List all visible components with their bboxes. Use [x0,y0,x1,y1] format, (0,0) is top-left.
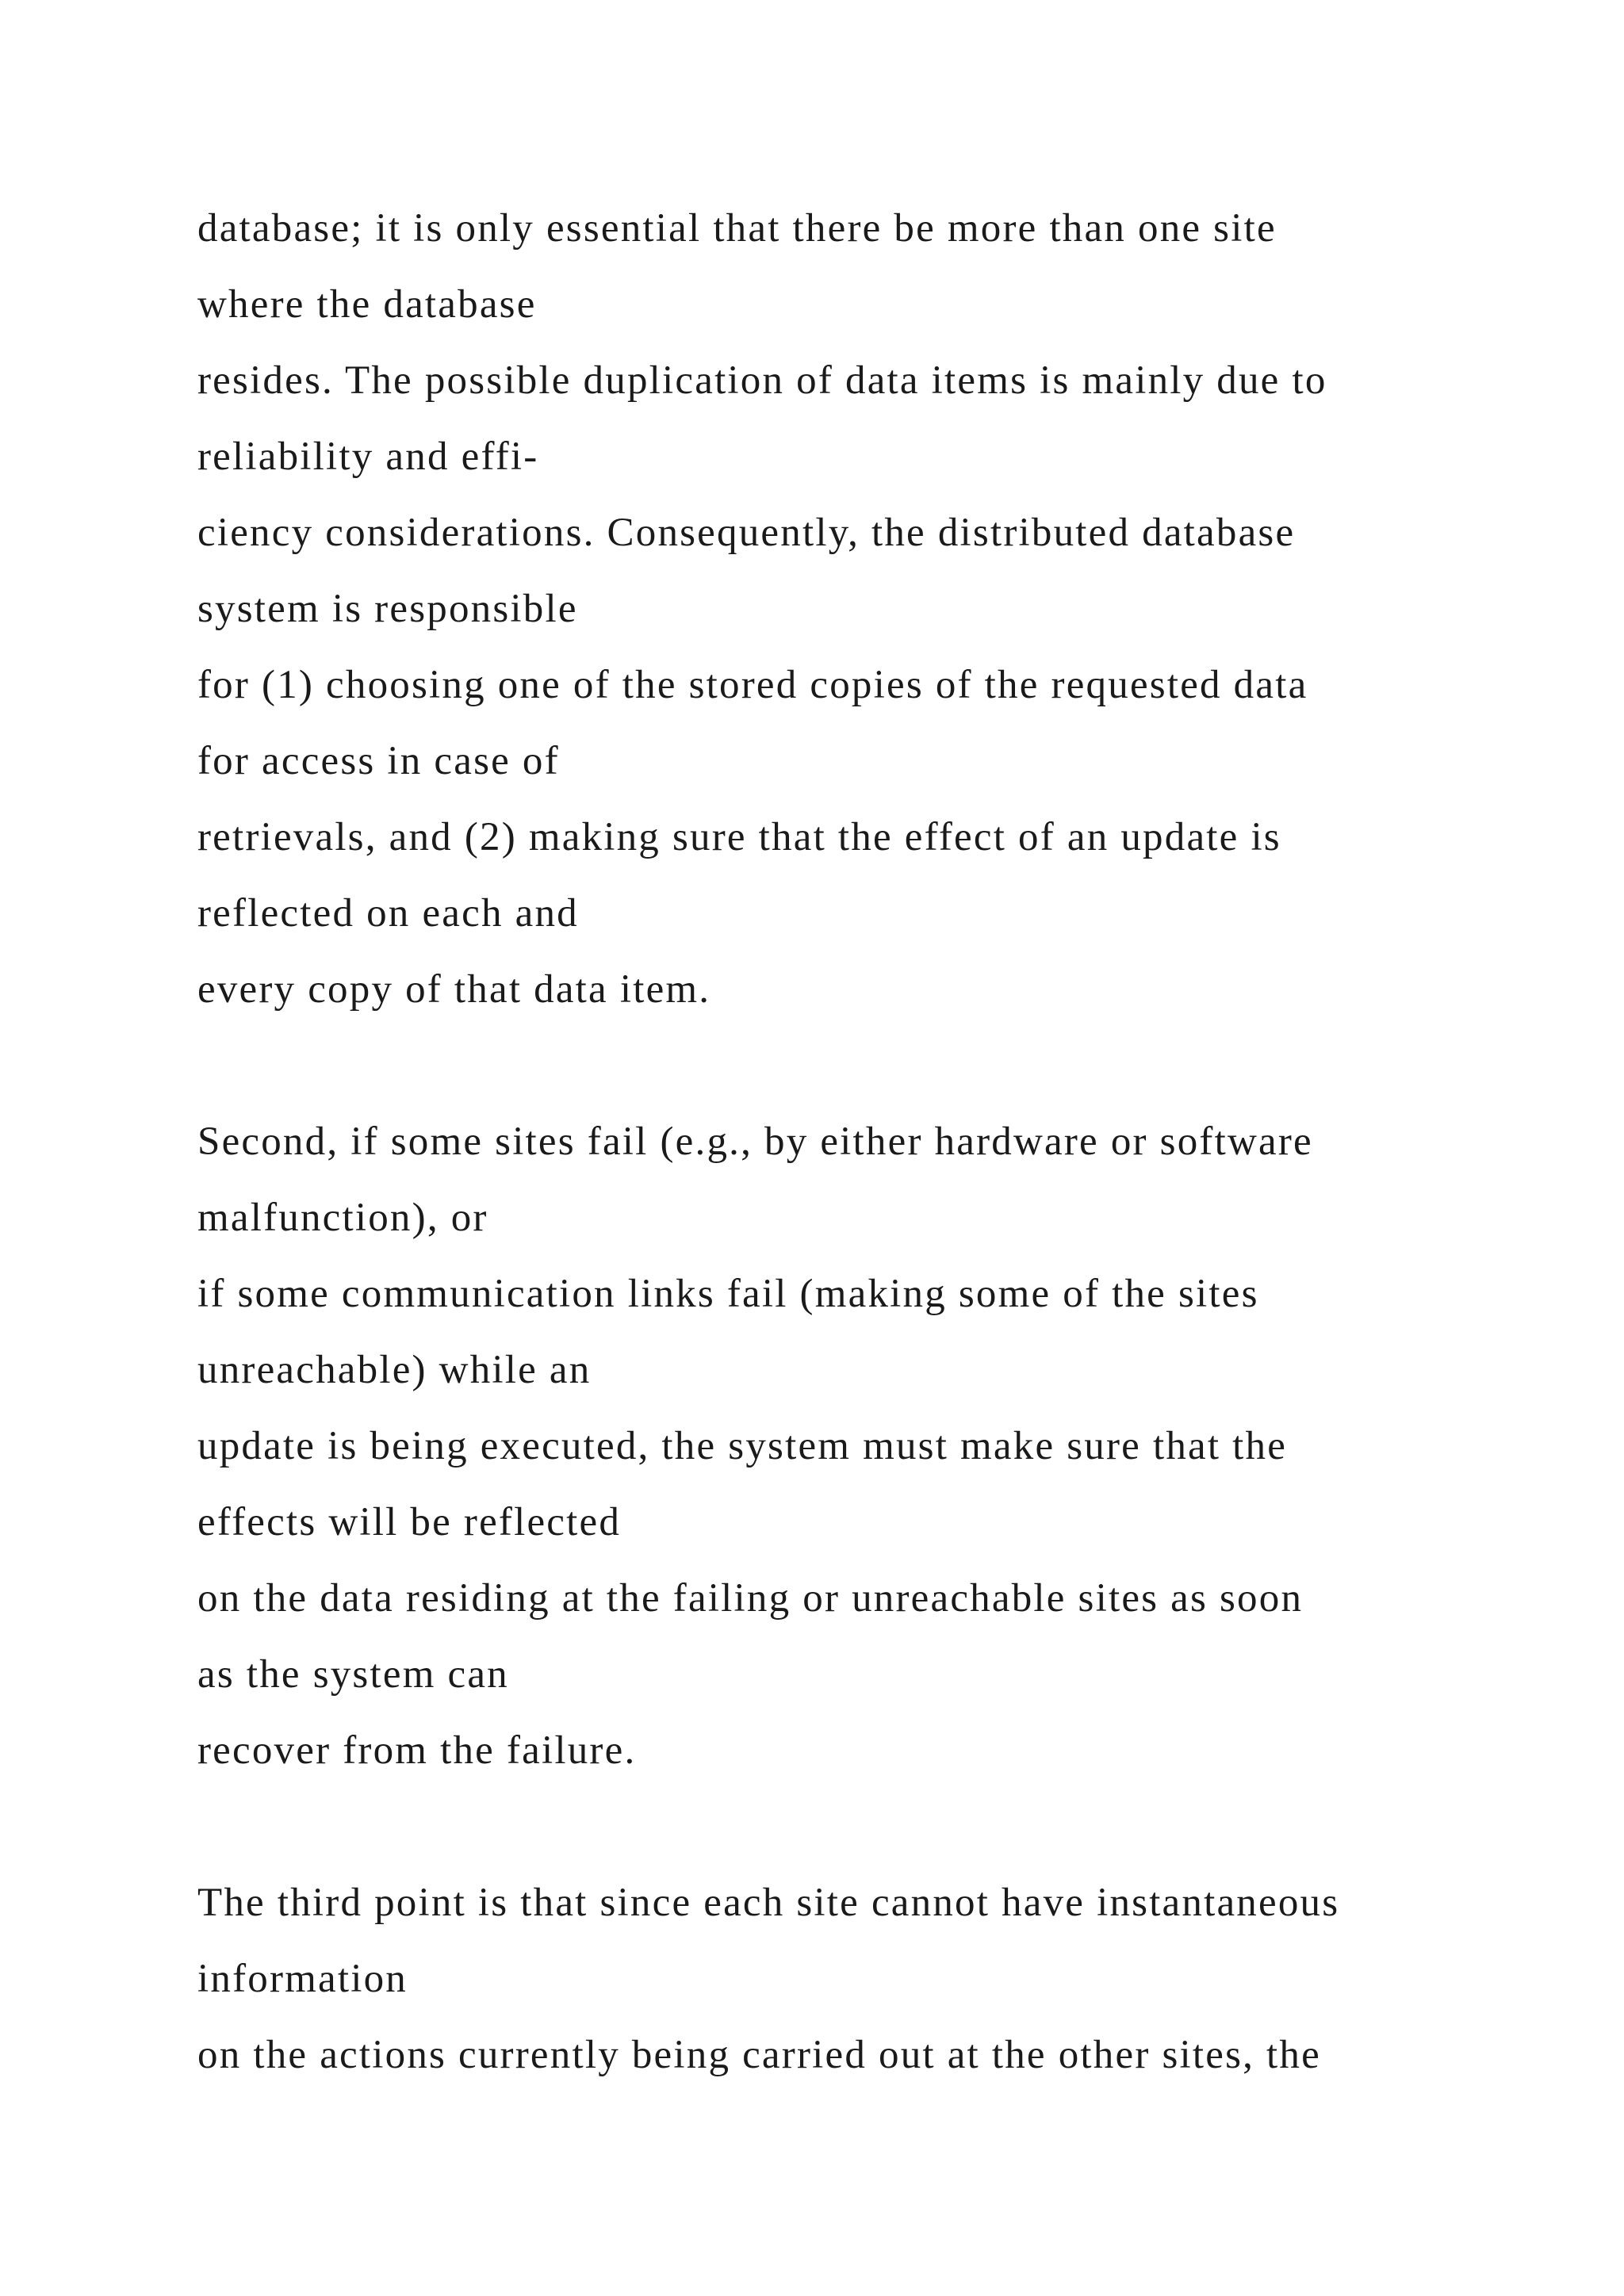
text-line: on the data residing at the failing or unreachable sites as soon [197,1576,1304,1621]
text-line: reliability and effi- [197,434,539,479]
body-text [197,190,1545,2093]
text-line: if some communication links fail (making some of the sites [197,1272,1259,1316]
text-line: database; it is only essential that there be more than one site [197,206,1277,251]
text-line: on the actions currently being carried out at the other sites, the [197,2033,1321,2077]
text-line: effects will be reflected [197,1500,622,1544]
text-line: every copy of that data item. [197,967,711,1012]
text-line: Second, if some sites fail (e.g., by either hardware or software [197,1119,1313,1164]
text-line: ciency considerations. Consequently, the distributed database [197,511,1296,555]
text-line: The third point is that since each site cannot have instantaneous [197,1881,1340,1925]
text-line: information [197,1957,408,2001]
text-line: retrievals, and (2) making sure that the effect of an update is [197,815,1281,859]
paragraph-2 [197,1104,1545,1789]
text-line: unreachable) while an [197,1348,592,1392]
text-line: update is being executed, the system must make sure that the [197,1424,1288,1468]
paragraph-gap [197,1027,1545,1104]
paragraph-3 [197,1865,1545,2093]
text-line: resides. The possible duplication of data items is mainly due to [197,358,1327,403]
text-line: where the database [197,282,537,327]
text-line: for (1) choosing one of the stored copies of the requested data [197,663,1308,707]
text-line: recover from the failure. [197,1728,637,1773]
text-line: for access in case of [197,739,560,783]
paragraph-1 [197,190,1545,1027]
paragraph-gap [197,1789,1545,1865]
text-line: as the system can [197,1652,509,1697]
text-line: malfunction), or [197,1196,488,1240]
text-line: reflected on each and [197,891,579,936]
text-line: system is responsible [197,587,578,631]
